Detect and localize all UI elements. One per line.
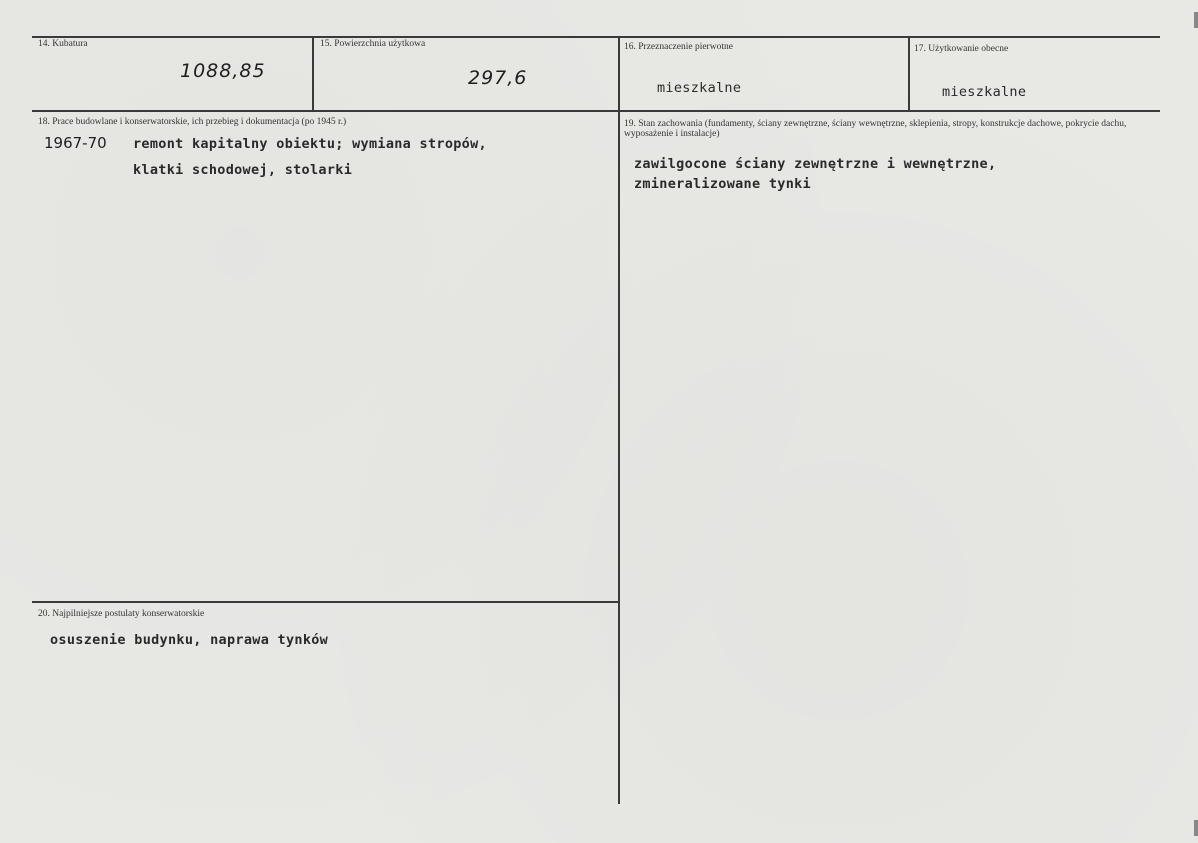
header-row-bottom-line xyxy=(32,110,1160,112)
field-18-line-2: klatki schodowej, stolarki xyxy=(133,162,353,178)
field-20-text: osuszenie budynku, naprawa tynków xyxy=(50,632,329,648)
field-19-text xyxy=(634,154,996,194)
field-18-text xyxy=(133,131,487,183)
field-18-line-1: remont kapitalny obiektu; wymiana stropów, xyxy=(133,136,487,152)
field-15-label: 15. Powierzchnia użytkowa xyxy=(320,39,426,49)
field-16-value: mieszkalne xyxy=(657,80,742,96)
section-18-20-divider xyxy=(32,601,619,603)
divider-14-15 xyxy=(312,36,314,111)
field-18-label: 18. Prace budowlane i konserwatorskie, ich przebieg i dokumentacja (po 1945 r.) xyxy=(38,117,347,127)
field-19-line-1: zawilgocone ściany zewnętrzne i wewnętrzne, xyxy=(634,156,997,172)
top-border-line xyxy=(32,36,1160,38)
field-20-label: 20. Najpilniejsze postulaty konserwatorskie xyxy=(38,609,205,619)
field-17-value: mieszkalne xyxy=(942,84,1027,100)
field-17-label: 17. Użytkowanie obecne xyxy=(914,44,1009,54)
field-19-label: 19. Stan zachowania (fundamenty, ściany zewnętrzne, ściany wewnętrzne, sklepienia, stropy, konstrukcje dachowe, pokrycie dachu, wyposażenie i instalacje) xyxy=(624,119,1127,139)
scan-edge-mark-top xyxy=(1194,12,1198,28)
field-14-label: 14. Kubatura xyxy=(38,39,88,49)
field-15-value: 297,6 xyxy=(468,67,528,89)
field-14-value: 1088,85 xyxy=(180,60,266,82)
scan-edge-mark-bottom xyxy=(1194,820,1198,836)
divider-16-17 xyxy=(908,36,910,111)
field-19-line-2: zmineralizowane tynki xyxy=(634,176,811,192)
field-16-label: 16. Przeznaczenie pierwotne xyxy=(624,42,733,52)
field-18-year: 1967-70 xyxy=(44,134,107,152)
divider-15-16 xyxy=(618,36,620,804)
